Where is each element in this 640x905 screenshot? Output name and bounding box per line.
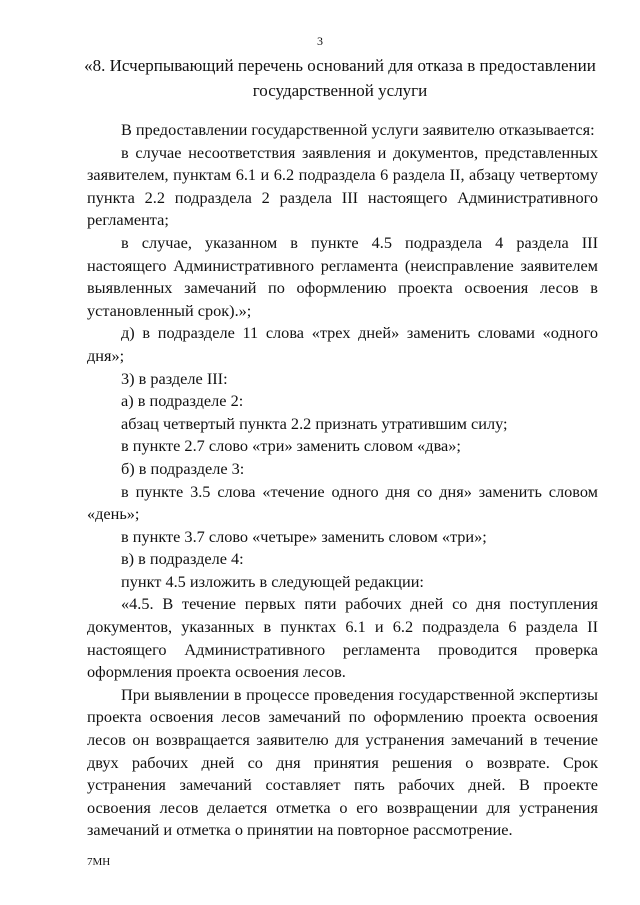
paragraph: в пункте 2.7 слово «три» заменить словом «два»; [121, 436, 461, 456]
page-number: 3 [317, 34, 323, 48]
paragraph: в случае несоответствия заявления и документов, представленных заявителем, пунктам 6.1 и 6.2 подраздела 6 раздела II, абзацу четвертому пункта 2.2 подраздела 2 раздела III настоящего Административного регламента; [87, 142, 598, 230]
section-heading: «8. Исчерпывающий перечень оснований для отказа в предоставлении государственной услуги [84, 56, 596, 100]
document-body [87, 119, 598, 842]
paragraph: а) в подразделе 2: [121, 391, 244, 411]
paragraph: абзац четвертый пункта 2.2 признать утратившим силу; [121, 413, 508, 433]
paragraph: При выявлении в процессе проведения государственной экспертизы проекта освоения лесов замечаний по оформлению проекта освоения лесов он возвращается заявителю для устранения замечаний в течение двух рабочих дней со дня принятия решения о возврате. Срок устранения замечаний составляет пять рабочих дней. В проекте освоения лесов делается отметка о его возвращении для устранения замечаний и отметка о принятии на повторное рассмотрение. [87, 684, 598, 840]
paragraph: в пункте 3.7 слово «четыре» заменить словом «три»; [121, 526, 487, 546]
paragraph: пункт 4.5 изложить в следующей редакции: [121, 571, 424, 591]
paragraph: д) в подразделе 11 слова «трех дней» заменить словами «одного дня»; [87, 323, 598, 365]
paragraph: б) в подразделе 3: [121, 458, 245, 478]
paragraph: в пункте 3.5 слова «течение одного дня со дня» заменить словом «день»; [87, 481, 598, 524]
paragraph: В предоставлении государственной услуги заявителю отказывается: [121, 120, 595, 139]
paragraph: 3) в разделе III: [121, 368, 228, 388]
footer-code: 7МН [87, 856, 111, 868]
paragraph: «4.5. В течение первых пяти рабочих дней со дня поступления документов, указанных в пунктах 6.1 и 6.2 подраздела 6 раздела II настоящего Административного регламента проводится проверка оформления проекта освоения лесов. [87, 594, 598, 682]
paragraph: в) в подразделе 4: [121, 549, 244, 569]
paragraph: в случае, указанном в пункте 4.5 подраздела 4 раздела III настоящего Административного регламента (неисправление заявителем выявленных замечаний по оформлению проекта освоения лесов в установленный срок).»; [87, 232, 598, 320]
